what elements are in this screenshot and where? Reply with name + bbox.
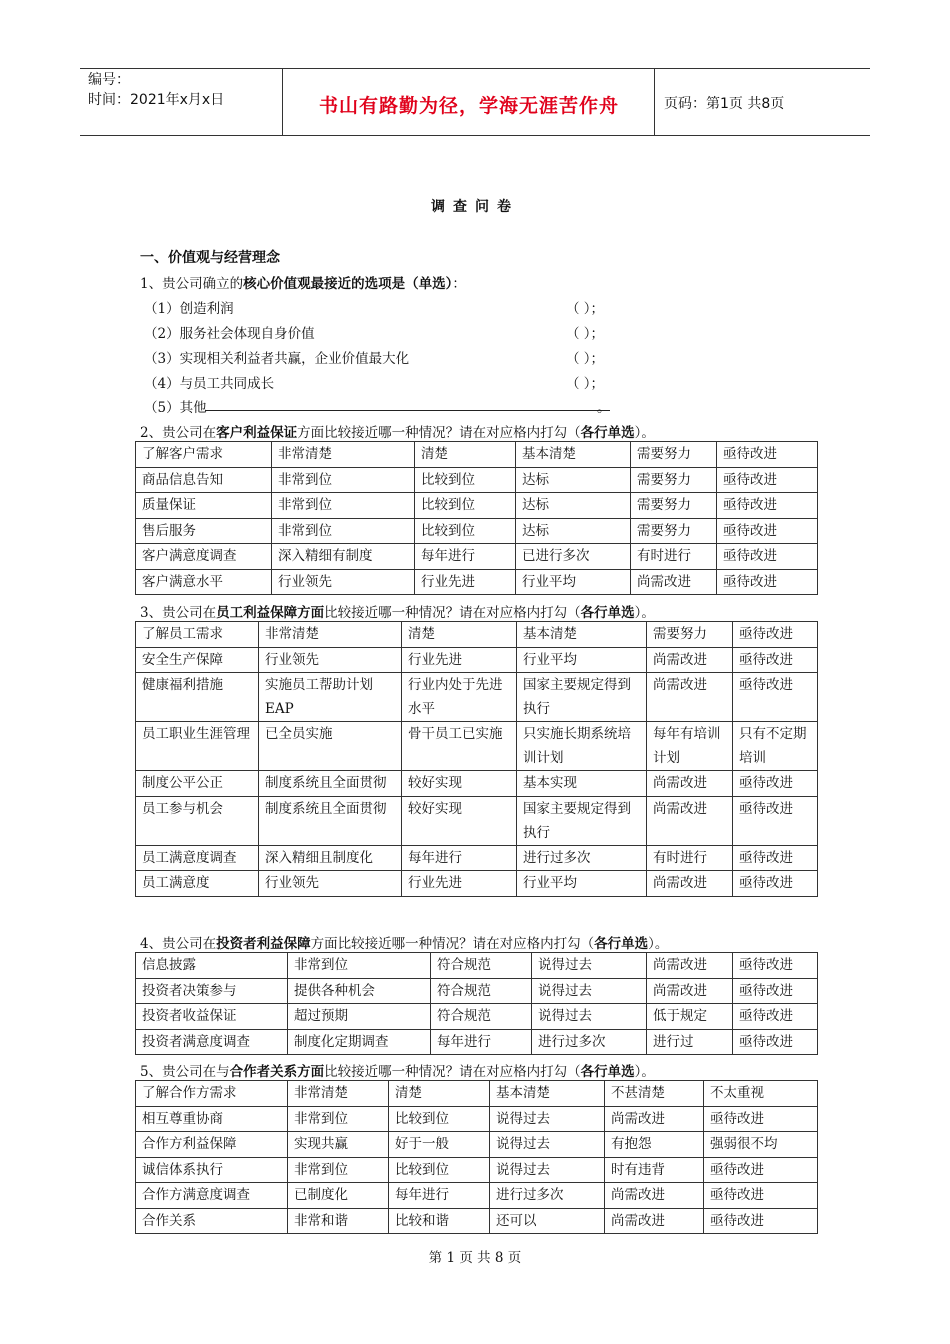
header-divider [654,68,655,135]
row-label-cell: 相互尊重协商 [136,1106,288,1132]
option-cell[interactable]: 尚需改进 [647,771,733,797]
table-row [136,1157,818,1183]
q5-text-end: ）。 [634,1064,655,1080]
option-cell[interactable]: 达标 [516,467,631,493]
q5-table [135,1080,818,1234]
option-cell[interactable]: 时有违背 [605,1157,704,1183]
option-cell[interactable]: 尚需改进 [605,1208,704,1234]
table-row [136,673,818,722]
option-cell[interactable]: 亟待改进 [717,569,818,595]
q2-table [135,441,818,595]
option-cell[interactable]: 实现共赢 [288,1132,389,1158]
table-row [136,1208,818,1234]
option-cell[interactable]: 亟待改进 [704,1157,818,1183]
option-cell[interactable]: 不太重视 [704,1081,818,1107]
code-label: 编号： [88,72,130,88]
answer-blank[interactable]: （ ）； [566,376,605,392]
q4-text: 4、贵公司在 [140,936,217,952]
row-label-cell: 员工参与机会 [136,796,259,845]
option-cell[interactable]: 只有不定期培训 [733,722,818,771]
row-label-cell: 员工满意度调查 [136,845,259,871]
table-row [136,544,818,570]
table-row [136,622,818,648]
option-cell[interactable]: 亟待改进 [733,647,818,673]
option-cell[interactable]: 比较到位 [389,1157,490,1183]
option-cell[interactable]: 亟待改进 [733,1004,818,1030]
option-cell[interactable]: 尚需改进 [631,569,717,595]
table-row [136,722,818,771]
option-cell[interactable]: 亟待改进 [733,871,818,897]
section-heading: 一、价值观与经营理念 [140,250,280,266]
row-label-cell: 制度公平公正 [136,771,259,797]
q3-text: 3、贵公司在 [140,605,217,621]
q3-text-mid: 比较接近哪一种情况？请在对应格内打勾（ [324,605,581,621]
option-cell[interactable]: 亟待改进 [717,442,818,468]
q2-text: 2、贵公司在 [140,425,217,441]
document-title: 调查问卷 [431,199,519,215]
option-cell[interactable]: 符合规范 [431,978,532,1004]
other-end-mark: 。 [597,400,611,416]
header-meta [88,70,224,110]
time-label: 时间：2021年x月x日 [88,92,225,108]
header-divider [282,68,283,135]
q1-option: （2）服务社会体现自身价值 [144,326,315,342]
table-row [136,467,818,493]
option-cell[interactable]: 较好实现 [402,796,517,845]
option-cell[interactable]: 非常和谐 [288,1208,389,1234]
table-row [136,1081,818,1107]
question-2 [140,421,655,441]
header-page-info: 页码：第1页 共8页 [664,96,785,112]
option-cell[interactable]: 亟待改进 [704,1106,818,1132]
row-label-cell: 员工职业生涯管理 [136,722,259,771]
q3-text-end: ）。 [634,605,655,621]
option-cell[interactable]: 进行过多次 [490,1183,605,1209]
option-cell[interactable]: 尚需改进 [647,953,733,979]
q4-table [135,952,818,1055]
option-cell[interactable]: 提供各种机会 [288,978,431,1004]
option-cell[interactable]: 有时进行 [647,845,733,871]
option-cell[interactable]: 尚需改进 [605,1183,704,1209]
table-row [136,569,818,595]
q1-emphasis: 核心价值观最接近的选项是（单选） [243,276,453,292]
table-row [136,493,818,519]
q5-text: 5、贵公司在与 [140,1064,230,1080]
answer-blank[interactable]: （ ）； [566,301,605,317]
option-cell[interactable]: 清楚 [402,622,517,648]
option-cell[interactable]: 已进行多次 [516,544,631,570]
option-cell[interactable]: 基本清楚 [517,622,647,648]
option-cell[interactable]: 实施员工帮助计划EAP [259,673,402,722]
option-cell[interactable]: 骨干员工已实施 [402,722,517,771]
option-cell[interactable]: 亟待改进 [733,953,818,979]
option-cell[interactable]: 行业平均 [517,871,647,897]
option-cell[interactable]: 进行过 [647,1029,733,1055]
row-label-cell: 安全生产保障 [136,647,259,673]
row-label-cell: 客户满意水平 [136,569,272,595]
option-cell[interactable]: 非常到位 [288,1157,389,1183]
option-cell[interactable]: 亟待改进 [717,544,818,570]
q1-option: （3）实现相关利益者共赢，企业价值最大化 [144,351,410,367]
header-top-rule [80,68,870,69]
option-cell[interactable]: 说得过去 [490,1157,605,1183]
table-row [136,978,818,1004]
option-cell[interactable]: 制度系统且全面贯彻 [259,771,402,797]
option-cell[interactable]: 符合规范 [431,1004,532,1030]
option-cell[interactable]: 亟待改进 [717,467,818,493]
q1-option: （1）创造利润 [144,301,234,317]
row-label-cell: 诚信体系执行 [136,1157,288,1183]
question-1 [140,272,466,292]
other-fill-line[interactable] [205,410,610,411]
option-cell[interactable]: 非常清楚 [288,1081,389,1107]
option-cell[interactable]: 尚需改进 [647,978,733,1004]
option-cell[interactable]: 进行过多次 [517,845,647,871]
option-cell[interactable]: 非常清楚 [272,442,415,468]
option-cell[interactable]: 每年进行 [389,1183,490,1209]
q2-emphasis: 客户利益保证 [216,425,298,441]
q2-text-end: ）。 [634,425,655,441]
option-cell[interactable]: 尚需改进 [605,1106,704,1132]
option-cell[interactable]: 超过预期 [288,1004,431,1030]
option-cell[interactable]: 只实施长期系统培训计划 [517,722,647,771]
table-row [136,1004,818,1030]
option-cell[interactable]: 好于一般 [389,1132,490,1158]
option-cell[interactable]: 制度化定期调查 [288,1029,431,1055]
row-label-cell: 合作方利益保障 [136,1132,288,1158]
option-cell[interactable]: 清楚 [415,442,516,468]
option-cell[interactable]: 有时进行 [631,544,717,570]
table-row [136,647,818,673]
option-cell[interactable]: 比较到位 [415,493,516,519]
row-label-cell: 合作方满意度调查 [136,1183,288,1209]
option-cell[interactable]: 非常到位 [272,467,415,493]
table-row [136,1106,818,1132]
table-row [136,518,818,544]
row-label-cell: 信息披露 [136,953,288,979]
option-cell[interactable]: 亟待改进 [717,493,818,519]
option-cell[interactable]: 已全员实施 [259,722,402,771]
option-cell[interactable]: 达标 [516,518,631,544]
table-row [136,845,818,871]
option-cell[interactable]: 行业先进 [402,871,517,897]
q1-option: （5）其他 [144,400,207,416]
table-row [136,1132,818,1158]
row-label-cell: 了解客户需求 [136,442,272,468]
q2-emphasis-2: 各行单选 [580,425,635,441]
q4-text-end: ）。 [648,936,669,952]
option-cell[interactable]: 亟待改进 [733,978,818,1004]
table-row [136,871,818,897]
option-cell[interactable]: 较好实现 [402,771,517,797]
option-cell[interactable]: 亟待改进 [717,518,818,544]
option-cell[interactable]: 行业平均 [517,647,647,673]
option-cell[interactable]: 非常到位 [288,1106,389,1132]
table-row [136,1183,818,1209]
option-cell[interactable]: 需要努力 [647,622,733,648]
option-cell[interactable]: 每年有培训计划 [647,722,733,771]
option-cell[interactable]: 比较到位 [415,518,516,544]
option-cell[interactable]: 行业领先 [259,647,402,673]
option-cell[interactable]: 需要努力 [631,493,717,519]
option-cell[interactable]: 亟待改进 [733,622,818,648]
option-cell[interactable]: 需要努力 [631,442,717,468]
option-cell[interactable]: 深入精细且制度化 [259,845,402,871]
option-cell[interactable]: 深入精细有制度 [272,544,415,570]
option-cell[interactable]: 亟待改进 [733,796,818,845]
option-cell[interactable]: 行业领先 [272,569,415,595]
option-cell[interactable]: 有抱怨 [605,1132,704,1158]
option-cell[interactable]: 亟待改进 [704,1208,818,1234]
option-cell[interactable]: 进行过多次 [532,1029,647,1055]
option-cell[interactable]: 说得过去 [532,1004,647,1030]
option-cell[interactable]: 比较和谐 [389,1208,490,1234]
question-4 [140,932,668,952]
page-footer: 第 1 页 共 8 页 [428,1250,522,1266]
option-cell[interactable]: 需要努力 [631,467,717,493]
q3-emphasis: 员工利益保障方面 [216,605,325,621]
option-cell[interactable]: 还可以 [490,1208,605,1234]
table-row [136,1029,818,1055]
option-cell[interactable]: 国家主要规定得到执行 [517,673,647,722]
option-cell[interactable]: 符合规范 [431,953,532,979]
q5-emphasis: 合作者关系方面 [229,1064,325,1080]
option-cell[interactable]: 亟待改进 [733,1029,818,1055]
option-cell[interactable]: 说得过去 [490,1106,605,1132]
option-cell[interactable]: 亟待改进 [704,1183,818,1209]
row-label-cell: 投资者决策参与 [136,978,288,1004]
option-cell[interactable]: 亟待改进 [733,673,818,722]
row-label-cell: 员工满意度 [136,871,259,897]
q4-emphasis-2: 各行单选 [594,936,649,952]
option-cell[interactable]: 尚需改进 [647,796,733,845]
q1-text: 1、贵公司确立的 [140,276,244,292]
option-cell[interactable]: 尚需改进 [647,647,733,673]
row-label-cell: 质量保证 [136,493,272,519]
row-label-cell: 了解合作方需求 [136,1081,288,1107]
row-label-cell: 合作关系 [136,1208,288,1234]
option-cell[interactable]: 比较到位 [415,467,516,493]
row-label-cell: 健康福利措施 [136,673,259,722]
option-cell[interactable]: 行业先进 [415,569,516,595]
option-cell[interactable]: 每年进行 [402,845,517,871]
option-cell[interactable]: 说得过去 [490,1132,605,1158]
table-row [136,771,818,797]
table-row [136,953,818,979]
header-motto: 书山有路勤为径，学海无涯苦作舟 [318,95,619,117]
row-label-cell: 了解员工需求 [136,622,259,648]
q3-table [135,621,818,897]
option-cell[interactable]: 基本实现 [517,771,647,797]
q3-emphasis-2: 各行单选 [580,605,635,621]
answer-blank[interactable]: （ ）； [566,351,605,367]
row-label-cell: 投资者满意度调查 [136,1029,288,1055]
option-cell[interactable]: 每年进行 [415,544,516,570]
option-cell[interactable]: 低于规定 [647,1004,733,1030]
option-cell[interactable]: 清楚 [389,1081,490,1107]
option-cell[interactable]: 需要努力 [631,518,717,544]
option-cell[interactable]: 尚需改进 [647,673,733,722]
question-5 [140,1060,655,1080]
option-cell[interactable]: 非常到位 [272,493,415,519]
option-cell[interactable]: 制度系统且全面贯彻 [259,796,402,845]
q5-text-mid: 比较接近哪一种情况？请在对应格内打勾（ [324,1064,581,1080]
row-label-cell: 客户满意度调查 [136,544,272,570]
question-3 [140,601,655,621]
row-label-cell: 售后服务 [136,518,272,544]
row-label-cell: 商品信息告知 [136,467,272,493]
table-row [136,442,818,468]
table-row [136,796,818,845]
option-cell[interactable]: 不甚清楚 [605,1081,704,1107]
q1-option: （4）与员工共同成长 [144,376,275,392]
option-cell[interactable]: 行业内处于先进水平 [402,673,517,722]
option-cell[interactable]: 基本清楚 [516,442,631,468]
option-cell[interactable]: 行业平均 [516,569,631,595]
option-cell[interactable]: 非常清楚 [259,622,402,648]
q1-text-end: ： [452,276,466,292]
option-cell[interactable]: 非常到位 [272,518,415,544]
option-cell[interactable]: 行业先进 [402,647,517,673]
option-cell[interactable]: 说得过去 [532,978,647,1004]
option-cell[interactable]: 强弱很不均 [704,1132,818,1158]
option-cell[interactable]: 亟待改进 [733,771,818,797]
q2-text-mid: 方面比较接近哪一种情况？请在对应格内打勾（ [297,425,581,441]
header-bottom-rule [80,135,870,136]
option-cell[interactable]: 每年进行 [431,1029,532,1055]
answer-blank[interactable]: （ ）； [566,326,605,342]
option-cell[interactable]: 非常到位 [288,953,431,979]
option-cell[interactable]: 比较到位 [389,1106,490,1132]
option-cell[interactable]: 亟待改进 [733,845,818,871]
row-label-cell: 投资者收益保证 [136,1004,288,1030]
q4-text-mid: 方面比较接近哪一种情况？请在对应格内打勾（ [310,936,595,952]
option-cell[interactable]: 已制度化 [288,1183,389,1209]
q5-emphasis-2: 各行单选 [580,1064,635,1080]
q4-emphasis: 投资者利益保障 [216,936,311,952]
option-cell[interactable]: 说得过去 [532,953,647,979]
option-cell[interactable]: 基本清楚 [490,1081,605,1107]
option-cell[interactable]: 尚需改进 [647,871,733,897]
option-cell[interactable]: 达标 [516,493,631,519]
option-cell[interactable]: 行业领先 [259,871,402,897]
option-cell[interactable]: 国家主要规定得到执行 [517,796,647,845]
